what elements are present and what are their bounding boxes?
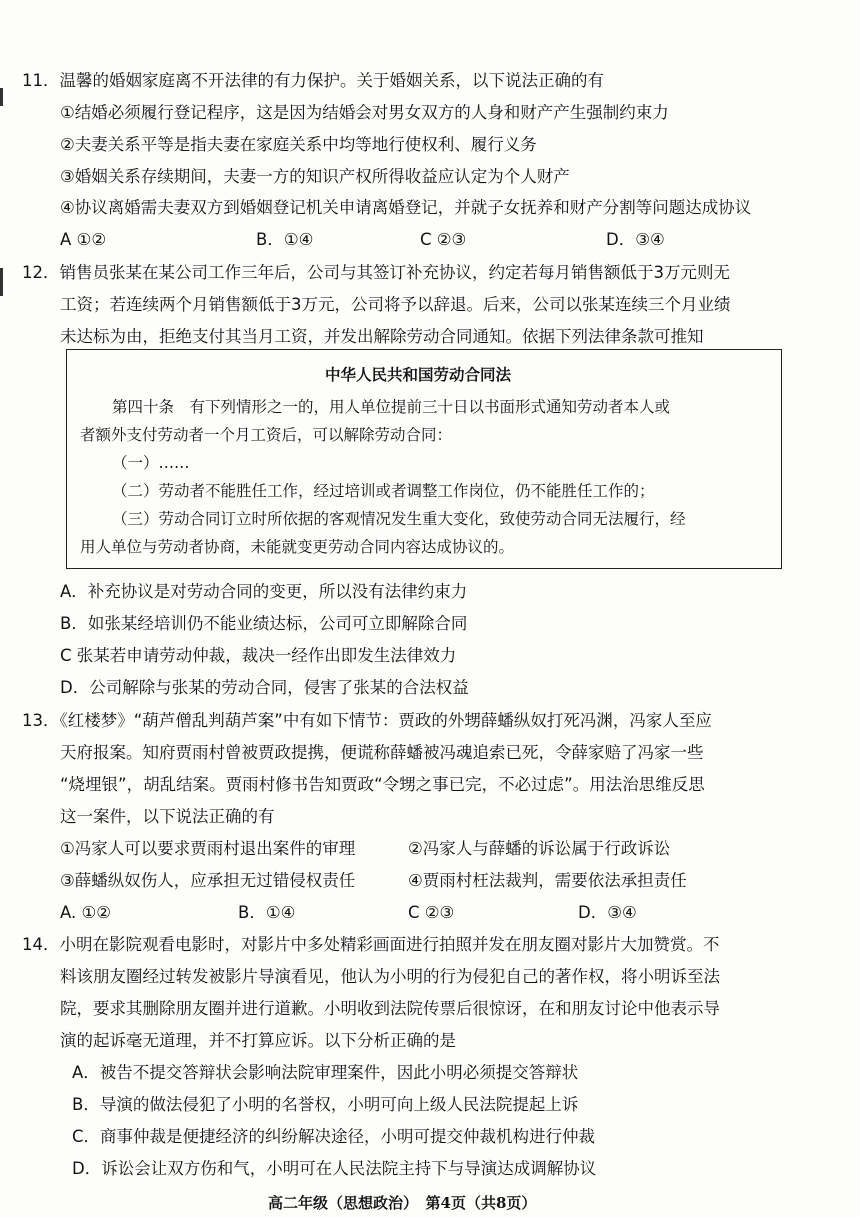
q11-item: ②夫妻关系平等是指夫妻在家庭关系中均等地行使权利、履行义务 — [60, 135, 537, 154]
q13-item: ①冯家人可以要求贾雨村退出案件的审理 — [60, 839, 356, 858]
q14-option-c: C．商事仲裁是便捷经济的纠纷解决途径，小明可提交仲裁机构进行仲裁 — [72, 1127, 596, 1146]
q14-option-b: B．导演的做法侵犯了小明的名誉权，小明可向上级人民法院提起上诉 — [72, 1095, 579, 1114]
q13-stem: 13．《红楼梦》“葫芦僧乱判葫芦案”中有如下情节：贾政的外甥薛蟠纵奴打死冯渊，冯家人至应 — [22, 711, 712, 730]
q12-option-b: B．如张某经培训仍不能业绩达标，公司可立即解除合同 — [60, 614, 468, 633]
q13-item: ③薛蟠纵奴伤人，应承担无过错侵权责任 — [60, 871, 356, 890]
q13-stem: 天府报案。知府贾雨村曾被贾政提携，便谎称薛蟠被冯魂追索已死，令薛家赔了冯家一些 — [60, 743, 704, 762]
law-line: （二）劳动者不能胜任工作，经过培训或者调整工作岗位，仍不能胜任工作的； — [112, 482, 655, 500]
q14-stem: 14．小明在影院观看电影时，对影片中多处精彩画面进行拍照并发在朋友圈对影片大加赞赏。不 — [22, 935, 720, 954]
law-line: （一）…… — [112, 454, 190, 472]
scan-edge-mark — [0, 268, 3, 296]
q12-option-a: A．补充协议是对劳动合同的变更，所以没有法律约束力 — [60, 582, 468, 601]
q13-stem: “烧埋银”，胡乱结案。贾雨村修书告知贾政“令甥之事已完，不必过虑”。用法治思维反思 — [60, 775, 705, 794]
q14-stem: 料该朋友圈经过转发被影片导演看见，他认为小明的行为侵犯自己的著作权，将小明诉至法 — [60, 967, 720, 986]
page-footer: 高二年级（思想政治） 第4页（共8页） — [268, 1194, 537, 1212]
q11-item: ①结婚必须履行登记程序，这是因为结婚会对男女双方的人身和财产产生强制约束力 — [60, 103, 669, 122]
q11-option-d: D．③④ — [606, 230, 665, 249]
q12-stem: 未达标为由，拒绝支付其当月工资，并发出解除劳动合同通知。依据下列法律条款可推知 — [60, 327, 704, 346]
q14-stem: 演的起诉毫无道理，并不打算应诉。以下分析正确的是 — [60, 1031, 456, 1050]
law-line: 用人单位与劳动者协商，未能就变更劳动合同内容达成协议的。 — [80, 538, 515, 556]
q11-option-a: A ①② — [60, 230, 107, 249]
q11-option-b: B．①④ — [256, 230, 314, 249]
law-title: 中华人民共和国劳动合同法 — [325, 365, 512, 384]
q11-item: ③婚姻关系存续期间，夫妻一方的知识产权所得收益应认定为个人财产 — [60, 167, 570, 186]
law-line: 者额外支付劳动者一个月工资后，可以解除劳动合同： — [80, 426, 453, 444]
q13-stem: 这一案件，以下说法正确的有 — [60, 807, 275, 826]
q12-option-c: C 张某若申请劳动仲裁，裁决一经作出即发生法律效力 — [60, 646, 457, 665]
q11-option-c: C ②③ — [420, 230, 467, 249]
q11-item: ④协议离婚需夫妻双方到婚姻登记机关申请离婚登记，并就子女抚养和财产分割等问题达成协议 — [60, 198, 752, 217]
q13-option-b: B．①④ — [238, 903, 296, 922]
q14-option-a: A．被告不提交答辩状会影响法院审理案件，因此小明必须提交答辩状 — [72, 1063, 579, 1082]
q14-stem: 院，要求其删除朋友圈并进行道歉。小明收到法院传票后很惊讶，在和朋友讨论中他表示导 — [60, 999, 720, 1018]
q13-option-d: D．③④ — [578, 903, 637, 922]
q13-item: ②冯家人与薛蟠的诉讼属于行政诉讼 — [408, 839, 671, 858]
q13-item: ④贾雨村枉法裁判，需要依法承担责任 — [408, 871, 687, 890]
q12-option-d: D．公司解除与张某的劳动合同，侵害了张某的合法权益 — [60, 678, 469, 697]
q11-stem: 11．温馨的婚姻家庭离不开法律的有力保护。关于婚姻关系，以下说法正确的有 — [22, 71, 604, 90]
scan-edge-mark — [0, 88, 3, 106]
q12-stem: 工资；若连续两个月销售额低于3万元，公司将予以辞退。后来，公司以张某连续三个月业绩 — [60, 295, 731, 314]
q13-option-c: C ②③ — [408, 903, 455, 922]
law-line: 第四十条 有下列情形之一的，用人单位提前三十日以书面形式通知劳动者本人或 — [112, 398, 671, 416]
law-line: （三）劳动合同订立时所依据的客观情况发生重大变化，致使劳动合同无法履行，经 — [112, 510, 686, 528]
q12-stem: 12．销售员张某在某公司工作三年后，公司与其签订补充协议，约定若每月销售额低于3万元则无 — [22, 263, 730, 282]
q13-option-a: A. ①② — [60, 903, 112, 922]
q14-option-d: D．诉讼会让双方伤和气，小明可在人民法院主持下与导演达成调解协议 — [72, 1159, 597, 1178]
